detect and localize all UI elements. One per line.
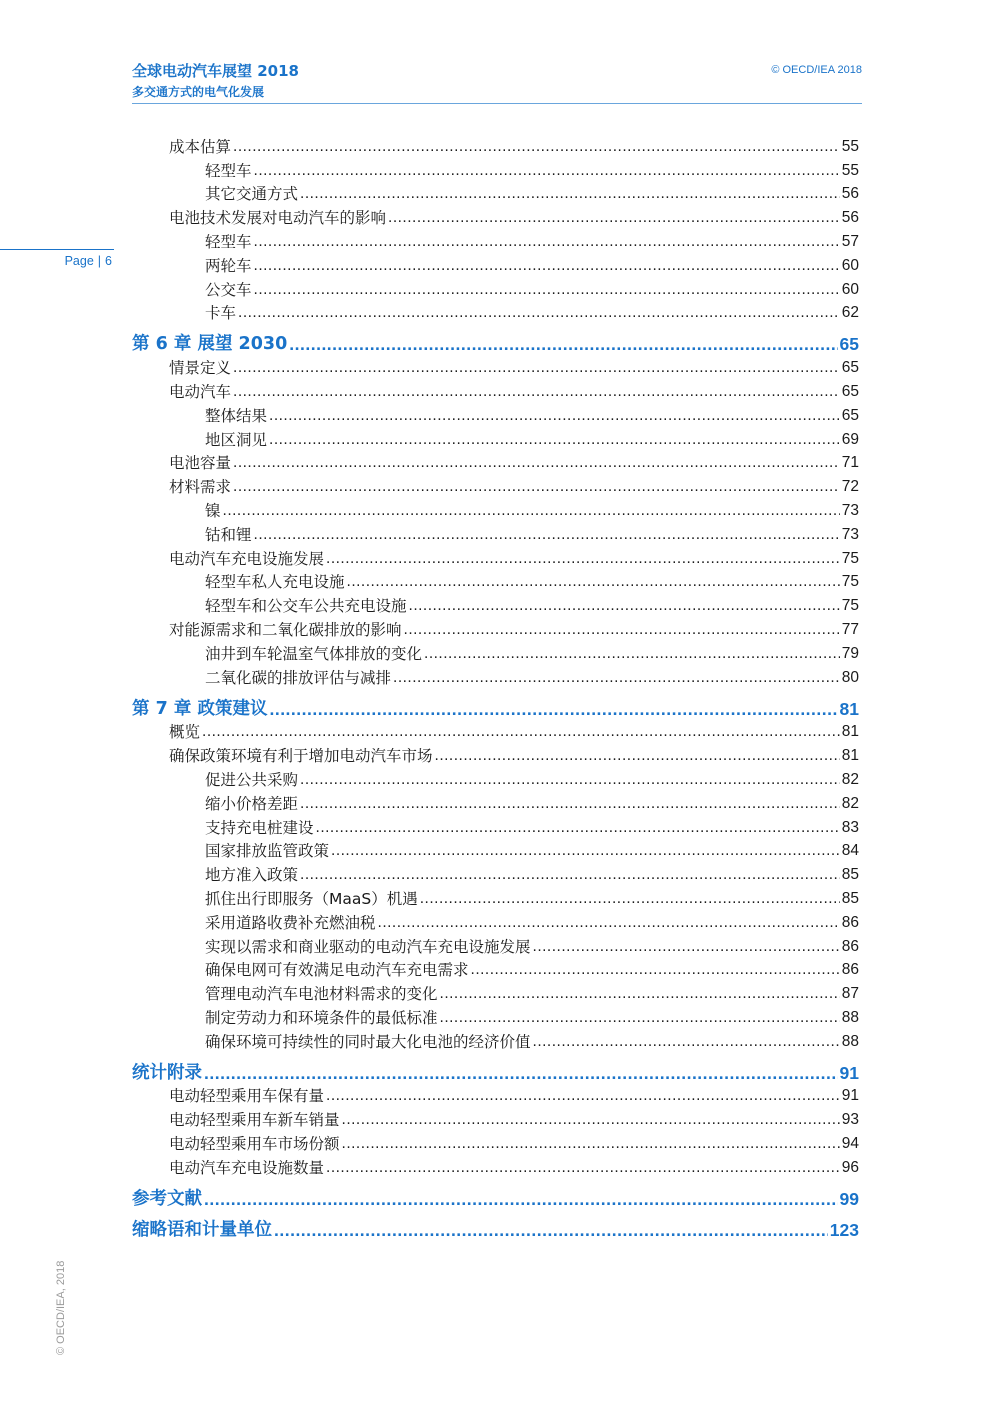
toc-page-number: 65 — [841, 406, 859, 424]
toc-page-number: 65 — [841, 359, 859, 377]
toc-entry[interactable] — [132, 909, 859, 933]
page-separator: | — [97, 254, 102, 268]
toc-dot-leader — [300, 865, 840, 885]
toc-entry[interactable] — [132, 473, 859, 497]
toc-entry-label: 抓住出行即服务（MaaS）机遇 — [205, 889, 418, 908]
toc-entry-label: 卡车 — [205, 304, 237, 323]
toc-entry-label: 对能源需求和二氧化碳排放的影响 — [169, 620, 402, 639]
toc-dot-leader — [533, 937, 840, 957]
toc-dot-leader — [269, 406, 840, 426]
toc-dot-leader — [233, 382, 840, 402]
toc-entry-label: 缩小价格差距 — [205, 794, 299, 813]
header-copyright: © OECD/IEA 2018 — [771, 64, 862, 76]
toc-entry-label: 国家排放监管政策 — [205, 842, 330, 861]
toc-entry-label: 第 7 章 政策建议 — [132, 698, 268, 719]
toc-entry-label: 二氧化碳的排放评估与减排 — [205, 668, 392, 687]
toc-page-number: 71 — [841, 454, 859, 472]
toc-dot-leader — [440, 1008, 840, 1028]
toc-entry[interactable] — [132, 1154, 859, 1178]
toc-entry-label: 电动轻型乘用车新车销量 — [169, 1111, 340, 1130]
toc-entry[interactable] — [132, 426, 859, 450]
toc-entry-label: 统计附录 — [132, 1062, 202, 1083]
toc-entry[interactable] — [132, 814, 859, 838]
toc-entry[interactable] — [132, 521, 859, 545]
toc-chapter-entry[interactable] — [132, 1209, 859, 1240]
toc-dot-leader — [300, 794, 840, 814]
table-of-contents — [132, 133, 859, 1240]
toc-entry-label: 参考文献 — [132, 1188, 202, 1209]
toc-dot-leader — [238, 303, 840, 323]
toc-page-number: 60 — [841, 280, 859, 298]
toc-page-number: 73 — [841, 501, 859, 519]
toc-entry[interactable] — [132, 1004, 859, 1028]
toc-entry-label: 钴和锂 — [205, 525, 252, 544]
toc-entry-label: 制定劳动力和环境条件的最低标准 — [205, 1008, 438, 1027]
toc-page-number: 83 — [841, 818, 859, 836]
toc-entry-label: 地区洞见 — [205, 430, 268, 449]
header-subtitle: 多交通方式的电气化发展 — [132, 85, 265, 99]
header-rule — [132, 103, 862, 104]
toc-entry-label: 实现以需求和商业驱动的电动汽车充电设施发展 — [205, 937, 531, 956]
toc-chapter-entry[interactable] — [132, 688, 859, 719]
toc-dot-leader — [342, 1110, 840, 1130]
toc-dot-leader — [233, 137, 840, 157]
toc-page-number: 75 — [841, 597, 859, 615]
toc-page-number: 91 — [841, 1087, 859, 1105]
toc-entry[interactable] — [132, 204, 859, 228]
toc-entry-label: 成本估算 — [169, 137, 232, 156]
vertical-copyright: © OECD/IEA, 2018 — [55, 1260, 67, 1355]
toc-entry[interactable] — [132, 616, 859, 640]
toc-entry[interactable] — [132, 497, 859, 521]
toc-dot-leader — [388, 208, 840, 228]
toc-entry[interactable] — [132, 885, 859, 909]
toc-dot-leader — [326, 1158, 840, 1178]
toc-page-number: 99 — [839, 1188, 859, 1209]
toc-entry-label: 情景定义 — [169, 359, 232, 378]
toc-dot-leader — [347, 572, 840, 592]
toc-dot-leader — [254, 280, 840, 300]
toc-entry-label: 采用道路收费补充燃油税 — [205, 913, 376, 932]
toc-entry[interactable] — [132, 592, 859, 616]
toc-dot-leader — [254, 232, 840, 252]
toc-page-number: 75 — [841, 549, 859, 567]
toc-page-number: 56 — [841, 185, 859, 203]
toc-page-number: 72 — [841, 478, 859, 496]
toc-page-number: 86 — [841, 913, 859, 931]
toc-entry-label: 轻型车 — [205, 161, 252, 180]
toc-dot-leader — [300, 184, 840, 204]
toc-page-number: 85 — [841, 889, 859, 907]
toc-entry-label: 第 6 章 展望 2030 — [132, 334, 288, 355]
toc-dot-leader — [435, 746, 840, 766]
toc-page-number: 86 — [841, 937, 859, 955]
toc-dot-leader — [342, 1134, 840, 1154]
toc-entry-label: 油井到车轮温室气体排放的变化 — [205, 644, 423, 663]
toc-entry-label: 电动汽车充电设施数量 — [169, 1158, 325, 1177]
toc-entry[interactable] — [132, 300, 859, 324]
toc-entry[interactable] — [132, 640, 859, 664]
toc-entry[interactable] — [132, 838, 859, 862]
toc-dot-leader — [254, 161, 840, 181]
toc-chapter-entry[interactable] — [132, 1178, 859, 1209]
toc-entry-label: 电动轻型乘用车市场份额 — [169, 1135, 340, 1154]
toc-entry-label: 确保电网可有效满足电动汽车充电需求 — [205, 961, 469, 980]
toc-entry-label: 缩略语和计量单位 — [132, 1219, 272, 1240]
toc-dot-leader — [202, 722, 840, 742]
toc-dot-leader — [404, 620, 840, 640]
toc-page-number: 77 — [841, 620, 859, 638]
page-word: Page — [64, 254, 94, 268]
toc-page-number: 55 — [841, 137, 859, 155]
toc-entry[interactable] — [132, 664, 859, 688]
toc-dot-leader — [300, 770, 840, 790]
toc-entry[interactable] — [132, 1083, 859, 1107]
toc-page-number: 75 — [841, 573, 859, 591]
toc-page-number: 85 — [841, 866, 859, 884]
toc-entry[interactable] — [132, 252, 859, 276]
toc-dot-leader — [289, 334, 837, 354]
page-number: 6 — [105, 254, 112, 268]
toc-entry[interactable] — [132, 1106, 859, 1130]
toc-page-number: 69 — [841, 430, 859, 448]
toc-page-number: 91 — [839, 1062, 859, 1083]
toc-dot-leader — [378, 913, 840, 933]
toc-page-number: 60 — [841, 256, 859, 274]
toc-dot-leader — [274, 1220, 828, 1240]
toc-page-number: 94 — [841, 1135, 859, 1153]
header-title: 全球电动汽车展望 2018 — [132, 62, 299, 80]
toc-entry[interactable] — [132, 181, 859, 205]
toc-chapter-entry[interactable] — [132, 323, 859, 354]
toc-dot-leader — [254, 525, 840, 545]
toc-dot-leader — [440, 984, 840, 1004]
toc-entry[interactable] — [132, 228, 859, 252]
toc-entry[interactable] — [132, 133, 859, 157]
toc-entry-label: 促进公共采购 — [205, 770, 299, 789]
toc-page-number: 73 — [841, 525, 859, 543]
toc-page-number: 87 — [841, 985, 859, 1003]
toc-page-number: 55 — [841, 161, 859, 179]
toc-entry[interactable] — [132, 378, 859, 402]
toc-entry[interactable] — [132, 742, 859, 766]
toc-dot-leader — [471, 960, 840, 980]
toc-dot-leader — [326, 549, 840, 569]
toc-entry-label: 轻型车私人充电设施 — [205, 573, 345, 592]
toc-dot-leader — [424, 644, 840, 664]
toc-page-number: 65 — [839, 334, 859, 355]
toc-dot-leader — [420, 889, 840, 909]
toc-entry-label: 确保政策环境有利于增加电动汽车市场 — [169, 747, 433, 766]
toc-entry-label: 电动轻型乘用车保有量 — [169, 1087, 325, 1106]
toc-entry-label: 概览 — [169, 723, 201, 742]
toc-page-number: 96 — [841, 1158, 859, 1176]
toc-entry[interactable] — [132, 980, 859, 1004]
toc-entry[interactable] — [132, 569, 859, 593]
toc-page-number: 81 — [839, 698, 859, 719]
toc-entry[interactable] — [132, 790, 859, 814]
toc-entry[interactable] — [132, 1028, 859, 1052]
toc-page-number: 123 — [829, 1219, 859, 1240]
toc-dot-leader — [204, 1063, 838, 1083]
toc-entry[interactable] — [132, 157, 859, 181]
toc-entry[interactable] — [132, 276, 859, 300]
toc-dot-leader — [326, 1086, 840, 1106]
side-rule — [0, 249, 114, 250]
toc-page-number: 93 — [841, 1111, 859, 1129]
toc-page-number: 86 — [841, 961, 859, 979]
toc-entry-label: 整体结果 — [205, 406, 268, 425]
toc-entry[interactable] — [132, 933, 859, 957]
toc-entry[interactable] — [132, 1130, 859, 1154]
toc-page-number: 80 — [841, 668, 859, 686]
toc-entry[interactable] — [132, 861, 859, 885]
toc-entry-label: 确保环境可持续性的同时最大化电池的经济价值 — [205, 1032, 531, 1051]
toc-page-number: 82 — [841, 770, 859, 788]
toc-dot-leader — [393, 668, 840, 688]
toc-entry-label: 地方准入政策 — [205, 866, 299, 885]
toc-entry-label: 电池容量 — [169, 454, 232, 473]
toc-page-number: 57 — [841, 232, 859, 250]
toc-page-number: 56 — [841, 209, 859, 227]
toc-entry-label: 电池技术发展对电动汽车的影响 — [169, 209, 387, 228]
toc-dot-leader — [316, 818, 840, 838]
toc-dot-leader — [533, 1032, 840, 1052]
toc-dot-leader — [409, 596, 840, 616]
toc-entry[interactable] — [132, 957, 859, 981]
toc-dot-leader — [233, 358, 840, 378]
toc-page-number: 62 — [841, 304, 859, 322]
toc-dot-leader — [269, 430, 840, 450]
toc-entry-label: 镍 — [205, 501, 221, 520]
toc-entry[interactable] — [132, 719, 859, 743]
toc-entry[interactable] — [132, 402, 859, 426]
page-indicator — [0, 254, 114, 268]
toc-page-number: 81 — [841, 723, 859, 741]
toc-dot-leader — [269, 699, 837, 719]
toc-page-number: 81 — [841, 747, 859, 765]
toc-dot-leader — [233, 453, 840, 473]
toc-entry-label: 轻型车和公交车公共充电设施 — [205, 597, 407, 616]
toc-entry-label: 管理电动汽车电池材料需求的变化 — [205, 985, 438, 1004]
toc-dot-leader — [223, 501, 840, 521]
toc-chapter-entry[interactable] — [132, 1052, 859, 1083]
toc-entry-label: 支持充电桩建设 — [205, 818, 314, 837]
toc-page-number: 65 — [841, 382, 859, 400]
toc-dot-leader — [204, 1189, 838, 1209]
toc-dot-leader — [233, 477, 840, 497]
toc-entry[interactable] — [132, 766, 859, 790]
toc-entry[interactable] — [132, 450, 859, 474]
toc-entry[interactable] — [132, 545, 859, 569]
toc-dot-leader — [331, 841, 840, 861]
toc-entry-label: 电动汽车 — [169, 382, 232, 401]
toc-dot-leader — [254, 256, 840, 276]
toc-page-number: 88 — [841, 1008, 859, 1026]
toc-entry-label: 材料需求 — [169, 478, 232, 497]
toc-page-number: 84 — [841, 842, 859, 860]
toc-entry-label: 公交车 — [205, 280, 252, 299]
toc-page-number: 82 — [841, 794, 859, 812]
toc-entry-label: 两轮车 — [205, 256, 252, 275]
toc-entry-label: 其它交通方式 — [205, 185, 299, 204]
toc-page-number: 79 — [841, 644, 859, 662]
toc-entry[interactable] — [132, 354, 859, 378]
toc-page-number: 88 — [841, 1032, 859, 1050]
toc-entry-label: 电动汽车充电设施发展 — [169, 549, 325, 568]
toc-entry-label: 轻型车 — [205, 232, 252, 251]
